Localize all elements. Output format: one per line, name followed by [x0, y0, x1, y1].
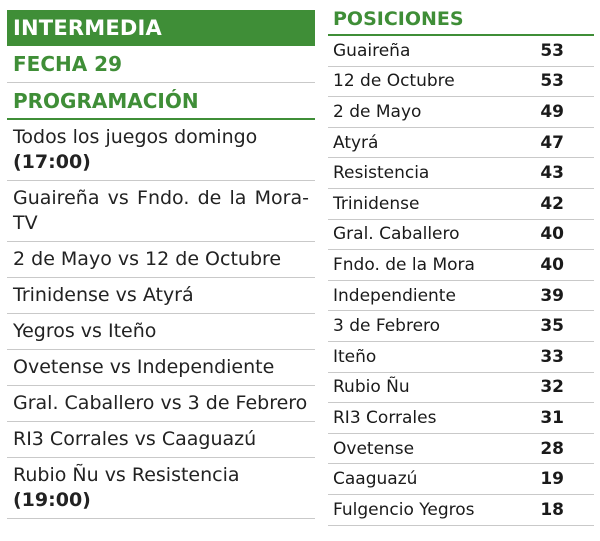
team-points: 39	[540, 285, 564, 306]
match-item	[7, 242, 315, 278]
standings-row	[328, 373, 594, 404]
programacion-header: PROGRAMACIÓN	[7, 83, 315, 120]
standings-row	[328, 403, 594, 434]
team-points: 40	[540, 254, 564, 275]
team-name: Iteño	[333, 346, 377, 367]
posiciones-header: POSICIONES	[328, 6, 594, 36]
standings-row	[328, 158, 594, 189]
match-item	[7, 181, 315, 242]
team-name: Ovetense	[333, 438, 415, 459]
team-points: 47	[540, 132, 564, 153]
team-points: 18	[540, 499, 564, 520]
team-points: 28	[540, 438, 564, 459]
standings-row	[328, 434, 594, 465]
team-name: Fulgencio Yegros	[333, 499, 475, 520]
team-name: 3 de Febrero	[333, 316, 441, 337]
match-item	[7, 422, 315, 458]
standings-row	[328, 128, 594, 159]
match-text: Rubio Ñu vs Resistencia	[13, 464, 240, 486]
standings-row	[328, 220, 594, 251]
match-text: Yegros vs Iteño	[13, 320, 157, 342]
standings-row	[328, 311, 594, 342]
team-name: Guaireña	[333, 40, 411, 61]
standings-row	[328, 250, 594, 281]
match-text: Trinidense vs Atyrá	[13, 284, 194, 306]
team-name: Independiente	[333, 285, 456, 306]
schedule-note	[7, 120, 315, 181]
standings-row	[328, 464, 594, 495]
team-name: Trinidense	[333, 193, 420, 214]
standings-row	[328, 97, 594, 128]
team-name: Atyrá	[333, 132, 379, 153]
match-item	[7, 314, 315, 350]
match-item	[7, 386, 315, 422]
standings-row	[328, 281, 594, 312]
team-name: Fndo. de la Mora	[333, 254, 475, 275]
match-item	[7, 278, 315, 314]
match-text: Gral. Caballero vs 3 de Febrero	[13, 392, 308, 414]
team-name: Gral. Caballero	[333, 224, 460, 245]
team-points: 19	[540, 469, 564, 490]
team-points: 53	[540, 71, 564, 92]
standings-row	[328, 189, 594, 220]
fecha-header: FECHA 29	[7, 46, 315, 83]
team-name: Rubio Ñu	[333, 377, 410, 398]
standings-row	[328, 342, 594, 373]
team-name: 2 de Mayo	[333, 101, 422, 122]
team-points: 49	[540, 101, 564, 122]
team-points: 33	[540, 346, 564, 367]
match-item	[7, 350, 315, 386]
match-text: 2 de Mayo vs 12 de Octubre	[13, 248, 282, 270]
team-points: 53	[540, 40, 564, 61]
team-points: 40	[540, 224, 564, 245]
team-name: RI3 Corrales	[333, 407, 437, 428]
posiciones-panel	[328, 6, 594, 526]
programacion-panel	[7, 10, 315, 519]
standings-list	[328, 36, 594, 526]
team-points: 42	[540, 193, 564, 214]
match-item	[7, 458, 315, 519]
standings-row	[328, 36, 594, 67]
match-time: (19:00)	[13, 489, 91, 511]
match-text: Guaireña vs Fndo. de la Mora-TV	[13, 187, 309, 234]
team-name: Caaguazú	[333, 469, 418, 490]
team-points: 31	[540, 407, 564, 428]
team-points: 32	[540, 377, 564, 398]
schedule-note-text: Todos los juegos domingo	[13, 126, 258, 148]
match-text: RI3 Corrales vs Caaguazú	[13, 428, 257, 450]
team-name: Resistencia	[333, 163, 430, 184]
standings-row	[328, 67, 594, 98]
team-points: 35	[540, 316, 564, 337]
match-text: Ovetense vs Independiente	[13, 356, 275, 378]
division-header: INTERMEDIA	[7, 10, 315, 46]
schedule-note-time: (17:00)	[13, 151, 91, 173]
team-name: 12 de Octubre	[333, 71, 455, 92]
standings-row	[328, 495, 594, 526]
team-points: 43	[540, 163, 564, 184]
